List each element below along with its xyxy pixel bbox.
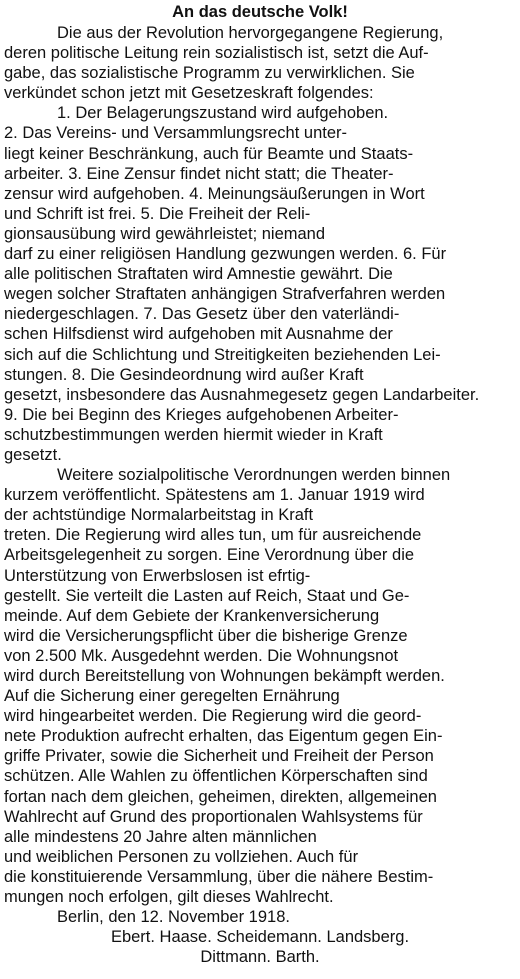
body-line: wegen solcher Straftaten anhängigen Strafverfahren werden (4, 285, 446, 304)
body-line: griffe Privater, sowie die Sicherheit und Freiheit der Person (4, 747, 434, 766)
body-line: schützen. Alle Wahlen zu öffentlichen Körperschaften sind (4, 767, 428, 786)
body-line: alle mindestens 20 Jahre alten männlichen (4, 827, 317, 846)
body-line: stungen. 8. Die Gesindeordnung wird außer Kraft (4, 365, 364, 384)
body-line: wird hingearbeitet werden. Die Regierung wird die geord- (4, 707, 422, 726)
body-line: treten. Die Regierung wird alles tun, um für ausreichende (4, 526, 422, 545)
signatures (4, 927, 516, 967)
body-line: die konstituierende Versammlung, über die nähere Bestim- (4, 867, 434, 886)
body-line: meinde. Auf dem Gebiete der Krankenversicherung (4, 606, 380, 625)
body-line: schutzbestimmungen werden hiermit wieder in Kraft (4, 425, 383, 444)
body-line: gestellt. Sie verteilt die Lasten auf Reich, Staat und Ge- (4, 586, 410, 605)
signature-line: Dittmann. Barth. (200, 948, 320, 967)
body-line: nete Produktion aufrecht erhalten, das Eigentum gegen Ein- (4, 727, 443, 746)
body-line: Unterstützung von Erwerbslosen ist efrtig- (4, 566, 311, 585)
body-line: Weitere sozialpolitische Verordnungen werden binnen (57, 466, 451, 485)
body-line: wird durch Bereitstellung von Wohnungen bekämpft werden. (4, 667, 445, 685)
body-line: und Schrift ist frei. 5. Die Freiheit der Reli- (4, 204, 311, 223)
document-body (4, 23, 516, 927)
body-line: sich auf die Schlichtung und Streitigkeiten beziehenden Lei- (4, 345, 441, 364)
body-line: verkündet schon jetzt mit Gesetzeskraft folgendes: (4, 84, 374, 103)
body-line: 2. Das Vereins- und Versammlungsrecht unter- (4, 124, 347, 143)
body-line: wird die Versicherungspflicht über die bisherige Grenze (4, 626, 408, 645)
body-line: Arbeitsgelegenheit zu sorgen. Eine Verordnung über die (4, 546, 415, 565)
body-line: gesetzt, insbesondere das Ausnahmegesetz gegen Landarbeiter. (4, 385, 480, 404)
body-line: 1. Der Belagerungszustand wird aufgehoben. (57, 104, 389, 123)
body-line: der achtstündige Normalarbeitstag in Kraft (4, 506, 314, 525)
body-line: alle politischen Straftaten wird Amnestie gewährt. Die (4, 265, 393, 284)
body-line: Wahlrecht auf Grund des proportionalen Wahlsystems für (4, 807, 423, 826)
body-line: zensur wird aufgehoben. 4. Meinungsäußerungen in Wort (4, 184, 425, 203)
body-line: und weiblichen Personen zu vollziehen. Auch für (4, 847, 359, 866)
body-line: liegt keiner Beschränkung, auch für Beamte und Staats- (4, 144, 414, 163)
body-line: kurzem veröffentlicht. Spätestens am 1. Januar 1919 wird (4, 486, 425, 505)
body-line: arbeiter. 3. Eine Zensur findet nicht statt; die Theater- (4, 164, 394, 183)
body-line: 9. Die bei Beginn des Krieges aufgehobenen Arbeiter- (4, 405, 399, 424)
body-line: deren politische Leitung rein sozialistisch ist, setzt die Auf- (4, 44, 429, 63)
body-line: von 2.500 Mk. Ausgedehnt werden. Die Wohnungsnot (4, 646, 399, 665)
body-line: gionsausübung wird gewährleistet; niemand (4, 224, 326, 243)
body-line: Die aus der Revolution hervorgegangene Regierung, (57, 24, 444, 42)
body-line: darf zu einer religiösen Handlung gezwungen werden. 6. Für (4, 245, 447, 264)
body-line: mungen noch erfolgen, gilt dieses Wahlrecht. (4, 888, 334, 907)
body-line: schen Hilfsdienst wird aufgehoben mit Ausnahme der (4, 325, 393, 344)
body-line: niedergeschlagen. 7. Das Gesetz über den vaterländi- (4, 305, 400, 324)
date-line: Berlin, den 12. November 1918. (57, 908, 290, 927)
body-line: gesetzt. (4, 445, 62, 464)
body-line: Auf die Sicherung einer geregelten Ernährung (4, 687, 340, 706)
document-title: An das deutsche Volk! (172, 3, 348, 21)
document-page (0, 2, 520, 979)
signature-line: Ebert. Haase. Scheidemann. Landsberg. (110, 928, 410, 947)
body-line: fortan nach dem gleichen, geheimen, direkten, allgemeinen (4, 787, 437, 806)
body-line: gabe, das sozialistische Programm zu verwirklichen. Sie (4, 64, 415, 83)
